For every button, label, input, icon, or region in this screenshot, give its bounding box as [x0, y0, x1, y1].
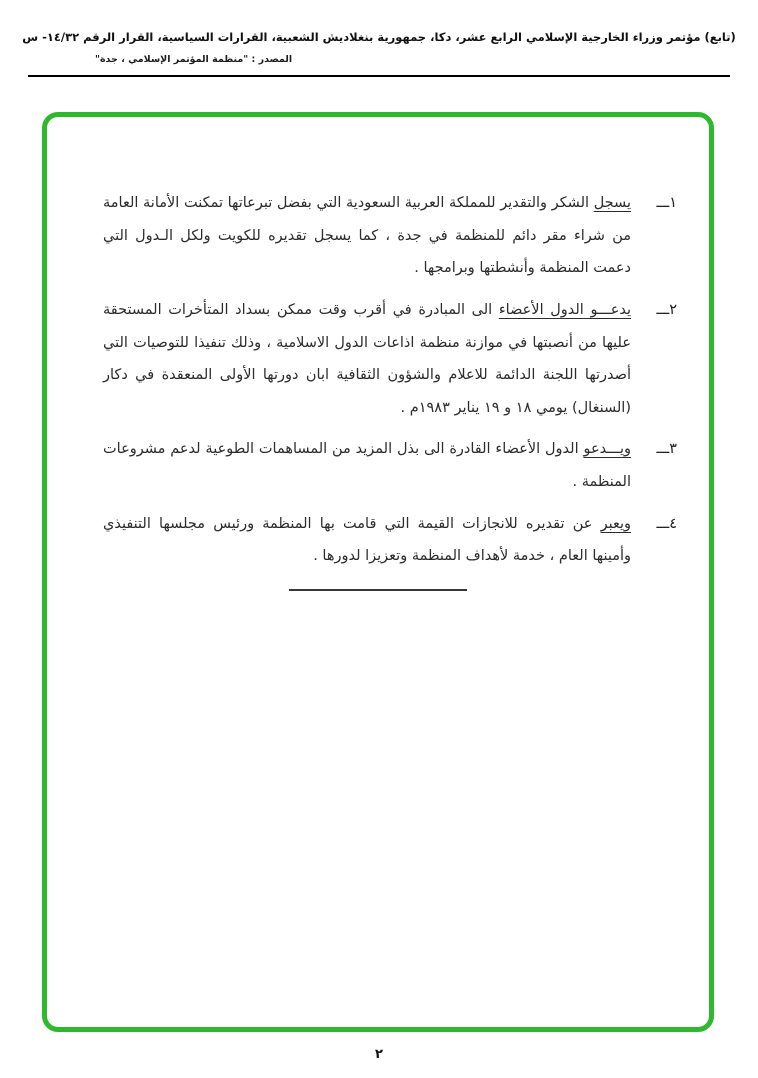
resolution-item	[103, 433, 677, 498]
item-number: ١ـــ	[656, 195, 677, 211]
item-number: ٢ـــ	[656, 301, 677, 318]
item-text	[103, 294, 631, 425]
item-text	[103, 187, 631, 285]
resolution-item	[103, 187, 677, 285]
item-lead-word: يسجل	[593, 195, 631, 211]
document-source-line: المصدر : "منظمة المؤتمر الإسلامي ، جدة"	[95, 53, 293, 65]
document-header	[0, 0, 758, 45]
page-number: ٢	[375, 1047, 383, 1062]
item-body-text: الدول الأعضاء القادرة الى بذل المزيد من المساهمات الطوعية لدعم مشروعات المنظمة .	[103, 441, 631, 490]
header-divider	[28, 75, 730, 77]
scan-frame	[42, 112, 714, 1032]
resolution-item	[103, 294, 677, 425]
item-body-text: عن تقديره للانجازات القيمة التي قامت بها المنظمة ورئيس مجلسها التنفيذي وأمينها العام ، خدمة لأهداف المنظمة وتعزيزا لدورها .	[103, 515, 631, 565]
item-body-text: الى المبادرة في أقرب وقت ممكن بسداد المتأخرات المستحقة عليها من أنصبتها في موازنة منظمة اذاعات الدول الاسلامية ، وذلك تنفيذا للتوصيات التي أصدرتها اللجنة الدائمة للاعلام والشؤون الثقافية ابان دورتها الأولى المنعقدة في دكار (السنغال) يومي ١٨ و ١٩ يناير ١٩٨٣م .	[103, 301, 631, 416]
item-lead-word: ويعبر	[600, 515, 631, 532]
item-lead-word: يدعـــو الدول الأعضاء	[498, 301, 631, 318]
item-number: ٤ـــ	[656, 515, 677, 532]
resolution-list	[103, 187, 677, 573]
item-number: ٣ـــ	[656, 441, 677, 458]
item-text	[103, 433, 631, 498]
item-lead-word: ويـــدعو	[583, 441, 631, 458]
item-body-text: الشكر والتقدير للمملكة العربية السعودية التي بفضل تبرعاتها تمكنت الأمانة العامة من شراء مقر دائم للمنظمة في جدة ، كما يسجل تقديره للكويت ولكل الـدول التي دعمت المنظمة وأنشطتها وبرامجها .	[103, 195, 631, 277]
item-text	[103, 508, 631, 573]
end-divider	[289, 589, 467, 591]
resolution-item	[103, 508, 677, 573]
document-header-title: (تابع) مؤتمر وزراء الخارجية الإسلامي الرابع عشر، دكا، جمهورية بنغلاديش الشعبية، القرارات السياسية، القرار الرقم ١٤/٣٢- س	[22, 30, 736, 44]
